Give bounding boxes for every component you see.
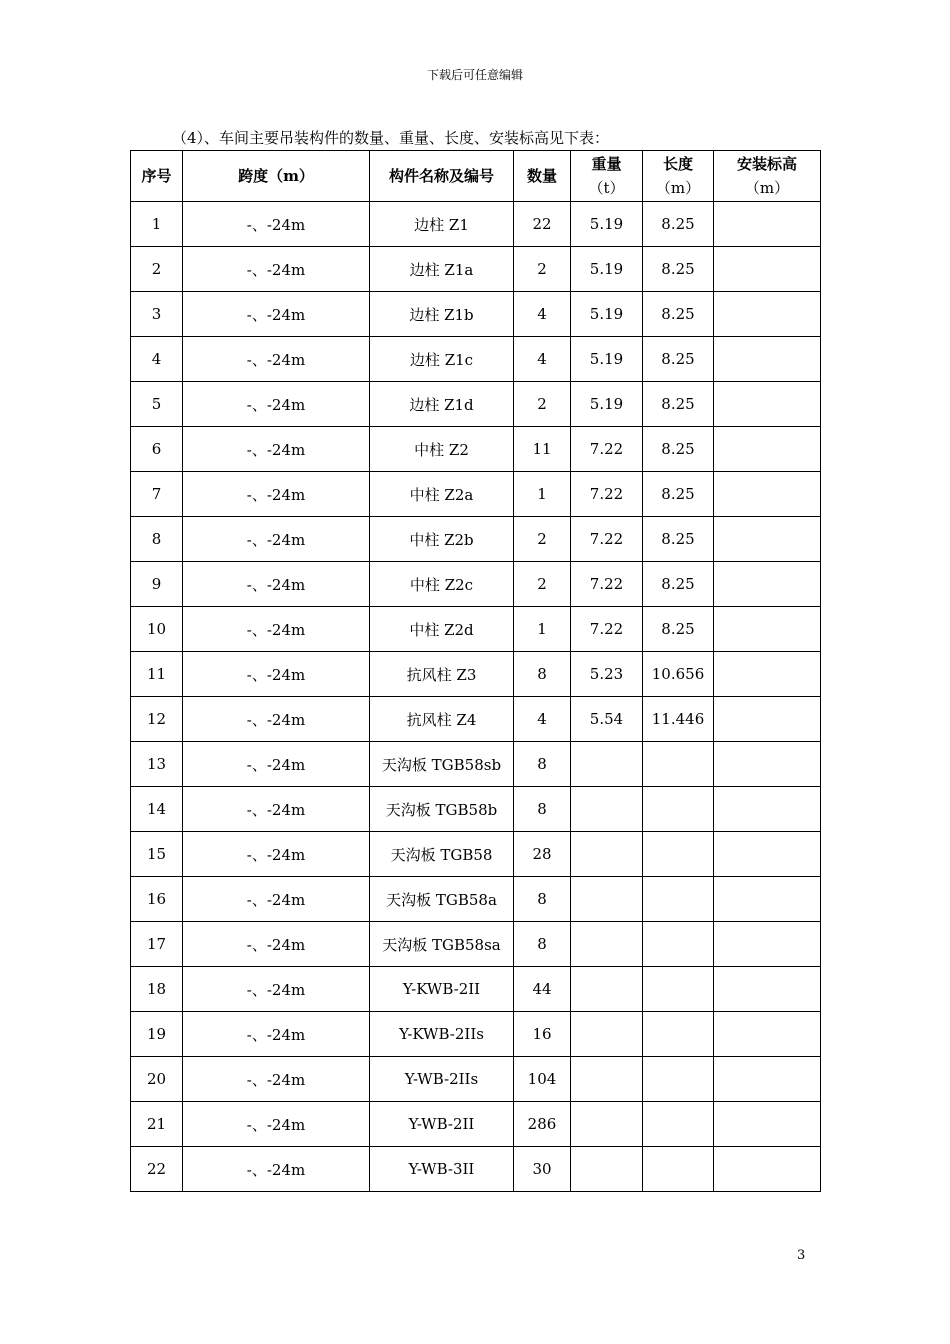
cell-span: -、-24m [183, 922, 370, 967]
cell-index: 2 [131, 247, 183, 292]
cell-span: -、-24m [183, 427, 370, 472]
cell-length: 8.25 [643, 337, 714, 382]
cell-quantity: 8 [514, 742, 571, 787]
table-row [131, 1012, 821, 1057]
cell-index: 1 [131, 202, 183, 247]
cell-quantity: 286 [514, 1102, 571, 1147]
cell-quantity: 16 [514, 1012, 571, 1057]
cell-quantity: 2 [514, 247, 571, 292]
table-row [131, 697, 821, 742]
cell-install-elevation [714, 427, 821, 472]
header-unit: （t） [588, 179, 625, 197]
cell-length [643, 877, 714, 922]
cell-span: -、-24m [183, 967, 370, 1012]
cell-component-name: 中柱 Z2 [370, 427, 514, 472]
cell-length [643, 922, 714, 967]
cell-quantity: 44 [514, 967, 571, 1012]
cell-span: -、-24m [183, 697, 370, 742]
cell-component-name: 抗风柱 Z4 [370, 697, 514, 742]
cell-weight: 7.22 [571, 562, 643, 607]
cell-weight: 5.19 [571, 292, 643, 337]
cell-component-name: 抗风柱 Z3 [370, 652, 514, 697]
cell-length [643, 832, 714, 877]
cell-span: -、-24m [183, 472, 370, 517]
header-component-name [370, 151, 514, 202]
header-span [183, 151, 370, 202]
cell-quantity: 1 [514, 607, 571, 652]
cell-index: 18 [131, 967, 183, 1012]
header-label: 长度 [662, 155, 693, 173]
cell-weight [571, 1102, 643, 1147]
cell-component-name: 天沟板 TGB58sa [370, 922, 514, 967]
cell-component-name: 天沟板 TGB58 [370, 832, 514, 877]
cell-span: -、-24m [183, 742, 370, 787]
page-header: 下载后可任意编辑 [426, 68, 523, 82]
cell-component-name: 边柱 Z1 [370, 202, 514, 247]
cell-span: -、-24m [183, 562, 370, 607]
cell-weight [571, 1147, 643, 1192]
cell-install-elevation [714, 1012, 821, 1057]
cell-install-elevation [714, 652, 821, 697]
cell-span: -、-24m [183, 337, 370, 382]
cell-install-elevation [714, 607, 821, 652]
table-row [131, 922, 821, 967]
cell-length [643, 967, 714, 1012]
header-unit: （m） [655, 179, 701, 197]
cell-length [643, 742, 714, 787]
cell-quantity: 4 [514, 697, 571, 742]
cell-index: 5 [131, 382, 183, 427]
table-row [131, 517, 821, 562]
cell-weight [571, 742, 643, 787]
table-row [131, 382, 821, 427]
cell-component-name: 中柱 Z2b [370, 517, 514, 562]
cell-quantity: 2 [514, 517, 571, 562]
cell-index: 10 [131, 607, 183, 652]
cell-span: -、-24m [183, 1147, 370, 1192]
cell-component-name: 中柱 Z2d [370, 607, 514, 652]
cell-index: 20 [131, 1057, 183, 1102]
cell-component-name: 边柱 Z1b [370, 292, 514, 337]
header-label: 数量 [526, 167, 557, 185]
cell-index: 16 [131, 877, 183, 922]
cell-quantity: 30 [514, 1147, 571, 1192]
cell-component-name: Y-KWB-2IIs [370, 1012, 514, 1057]
cell-install-elevation [714, 742, 821, 787]
cell-install-elevation [714, 292, 821, 337]
cell-component-name: Y-KWB-2II [370, 967, 514, 1012]
cell-component-name: 边柱 Z1c [370, 337, 514, 382]
cell-index: 22 [131, 1147, 183, 1192]
cell-weight: 7.22 [571, 517, 643, 562]
cell-quantity: 11 [514, 427, 571, 472]
table-row [131, 427, 821, 472]
cell-quantity: 8 [514, 877, 571, 922]
cell-weight [571, 1057, 643, 1102]
table-row [131, 1102, 821, 1147]
table-row [131, 337, 821, 382]
cell-length: 8.25 [643, 607, 714, 652]
header-index [131, 151, 183, 202]
cell-quantity: 8 [514, 652, 571, 697]
cell-index: 13 [131, 742, 183, 787]
cell-index: 11 [131, 652, 183, 697]
cell-quantity: 22 [514, 202, 571, 247]
table-row [131, 472, 821, 517]
cell-quantity: 2 [514, 382, 571, 427]
table-row [131, 832, 821, 877]
cell-install-elevation [714, 517, 821, 562]
cell-weight: 7.22 [571, 607, 643, 652]
table-row [131, 247, 821, 292]
cell-weight [571, 922, 643, 967]
page-number: 3 [797, 1248, 806, 1263]
intro-paragraph: （4）、车间主要吊装构件的数量、重量、长度、安装标高见下表： [172, 129, 610, 147]
cell-span: -、-24m [183, 292, 370, 337]
cell-install-elevation [714, 1147, 821, 1192]
cell-component-name: Y-WB-2II [370, 1102, 514, 1147]
cell-quantity: 8 [514, 787, 571, 832]
cell-install-elevation [714, 562, 821, 607]
cell-component-name: Y-WB-3II [370, 1147, 514, 1192]
cell-length: 10.656 [643, 652, 714, 697]
cell-index: 15 [131, 832, 183, 877]
header-label: 重量 [591, 155, 622, 173]
table-row [131, 1147, 821, 1192]
cell-install-elevation [714, 337, 821, 382]
cell-span: -、-24m [183, 607, 370, 652]
cell-length: 8.25 [643, 292, 714, 337]
cell-index: 7 [131, 472, 183, 517]
cell-component-name: 天沟板 TGB58sb [370, 742, 514, 787]
cell-span: -、-24m [183, 877, 370, 922]
cell-quantity: 8 [514, 922, 571, 967]
cell-quantity: 2 [514, 562, 571, 607]
cell-component-name: 边柱 Z1d [370, 382, 514, 427]
table-row [131, 292, 821, 337]
cell-length [643, 1012, 714, 1057]
cell-install-elevation [714, 472, 821, 517]
cell-quantity: 4 [514, 337, 571, 382]
cell-length: 11.446 [643, 697, 714, 742]
cell-quantity: 104 [514, 1057, 571, 1102]
cell-component-name: 中柱 Z2a [370, 472, 514, 517]
cell-quantity: 28 [514, 832, 571, 877]
cell-index: 9 [131, 562, 183, 607]
cell-span: -、-24m [183, 1057, 370, 1102]
cell-length: 8.25 [643, 517, 714, 562]
table-header-row [131, 151, 821, 202]
cell-component-name: Y-WB-2IIs [370, 1057, 514, 1102]
cell-length: 8.25 [643, 562, 714, 607]
cell-component-name: 天沟板 TGB58a [370, 877, 514, 922]
cell-span: -、-24m [183, 652, 370, 697]
cell-length: 8.25 [643, 247, 714, 292]
cell-weight: 5.19 [571, 202, 643, 247]
cell-length [643, 1057, 714, 1102]
cell-weight [571, 877, 643, 922]
header-install-elevation [714, 151, 821, 202]
cell-install-elevation [714, 202, 821, 247]
header-weight [571, 151, 643, 202]
cell-weight: 5.19 [571, 337, 643, 382]
cell-length: 8.25 [643, 472, 714, 517]
table-body [131, 202, 821, 1192]
cell-length [643, 787, 714, 832]
table-row [131, 742, 821, 787]
cell-component-name: 天沟板 TGB58b [370, 787, 514, 832]
cell-span: -、-24m [183, 202, 370, 247]
cell-span: -、-24m [183, 832, 370, 877]
cell-install-elevation [714, 247, 821, 292]
cell-weight: 7.22 [571, 472, 643, 517]
cell-index: 4 [131, 337, 183, 382]
cell-length: 8.25 [643, 382, 714, 427]
cell-index: 6 [131, 427, 183, 472]
cell-weight: 5.23 [571, 652, 643, 697]
cell-length [643, 1147, 714, 1192]
cell-install-elevation [714, 1102, 821, 1147]
cell-weight [571, 832, 643, 877]
cell-install-elevation [714, 922, 821, 967]
table-row [131, 652, 821, 697]
table-row [131, 202, 821, 247]
cell-component-name: 中柱 Z2c [370, 562, 514, 607]
cell-index: 14 [131, 787, 183, 832]
header-label: 跨度（m） [238, 167, 314, 185]
components-table [130, 150, 821, 1192]
cell-span: -、-24m [183, 382, 370, 427]
cell-weight: 5.19 [571, 247, 643, 292]
cell-weight: 5.54 [571, 697, 643, 742]
cell-weight: 5.19 [571, 382, 643, 427]
cell-quantity: 4 [514, 292, 571, 337]
header-label: 序号 [141, 167, 172, 185]
header-quantity [514, 151, 571, 202]
cell-install-elevation [714, 832, 821, 877]
cell-install-elevation [714, 1057, 821, 1102]
cell-span: -、-24m [183, 787, 370, 832]
cell-length: 8.25 [643, 202, 714, 247]
table-row [131, 967, 821, 1012]
cell-install-elevation [714, 697, 821, 742]
cell-install-elevation [714, 877, 821, 922]
table-row [131, 607, 821, 652]
table-row [131, 787, 821, 832]
cell-quantity: 1 [514, 472, 571, 517]
header-label: 安装标高 [736, 155, 797, 173]
cell-index: 19 [131, 1012, 183, 1057]
cell-install-elevation [714, 382, 821, 427]
cell-span: -、-24m [183, 1102, 370, 1147]
cell-weight [571, 787, 643, 832]
cell-component-name: 边柱 Z1a [370, 247, 514, 292]
cell-index: 3 [131, 292, 183, 337]
cell-index: 8 [131, 517, 183, 562]
table-row [131, 1057, 821, 1102]
cell-length [643, 1102, 714, 1147]
cell-install-elevation [714, 967, 821, 1012]
cell-weight [571, 1012, 643, 1057]
cell-span: -、-24m [183, 247, 370, 292]
cell-span: -、-24m [183, 517, 370, 562]
cell-weight [571, 967, 643, 1012]
table-row [131, 877, 821, 922]
cell-index: 12 [131, 697, 183, 742]
cell-index: 17 [131, 922, 183, 967]
cell-span: -、-24m [183, 1012, 370, 1057]
header-length [643, 151, 714, 202]
cell-install-elevation [714, 787, 821, 832]
table-row [131, 562, 821, 607]
cell-length: 8.25 [643, 427, 714, 472]
header-unit: （m） [744, 179, 790, 197]
header-label: 构件名称及编号 [388, 167, 494, 185]
cell-index: 21 [131, 1102, 183, 1147]
cell-weight: 7.22 [571, 427, 643, 472]
